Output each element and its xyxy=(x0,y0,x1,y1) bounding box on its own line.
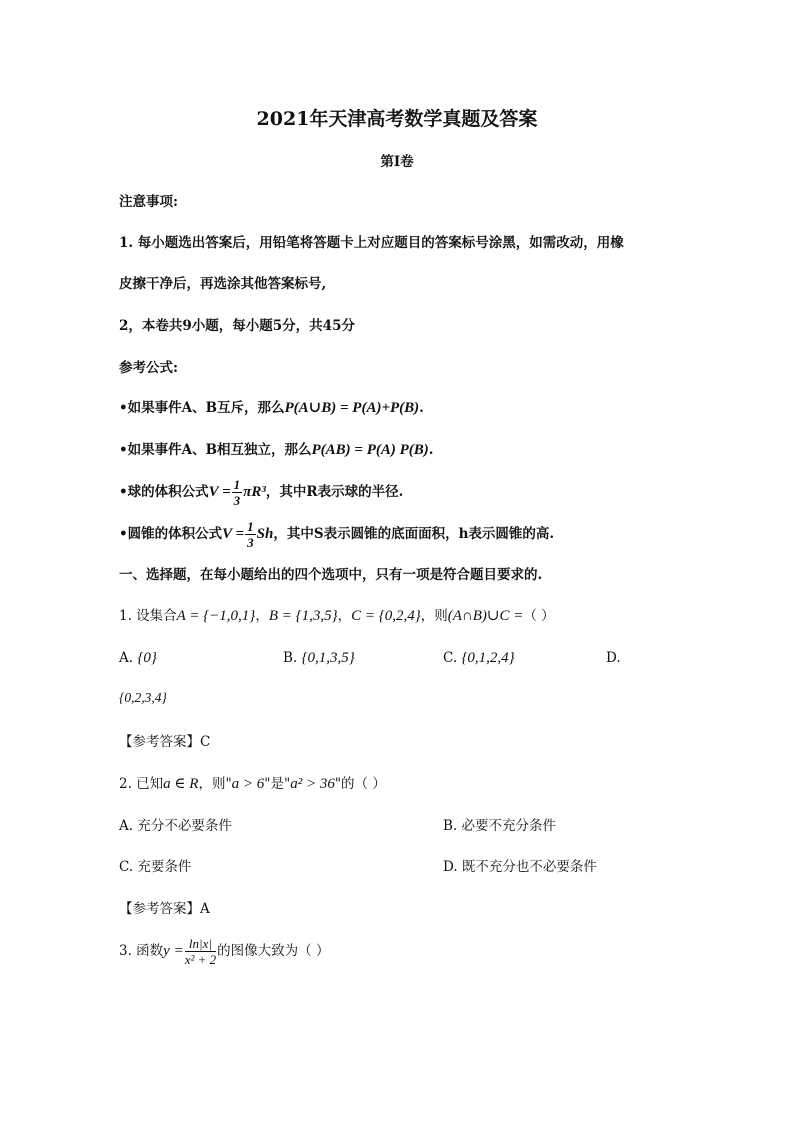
option-value: {0,1,3,5} xyxy=(301,650,355,666)
notes-item-1a: 1. 每小题选出答案后，用铅笔将答题卡上对应题目的答案标号涂黑，如需改动，用橡 xyxy=(119,235,624,251)
fraction-denominator: x² + 2 xyxy=(184,952,217,967)
q1-sep2: ， xyxy=(337,608,352,624)
q2-option-b: B. 必要不充分条件 xyxy=(443,818,557,834)
formula-cone-tail: ，其中S表示圆锥的底面面积，h表示圆锥的高. xyxy=(273,526,555,542)
q1-sep1: ， xyxy=(255,608,269,624)
formula-cone-text: •圆锥的体积公式 xyxy=(119,526,223,542)
q3-fraction xyxy=(185,936,216,967)
q2-option-d: D. 既不充分也不必要条件 xyxy=(443,859,597,875)
notes-item-2: 2，本卷共9小题，每小题5分，共45分 xyxy=(119,318,355,334)
q1-set-c: C = {0,2,4} xyxy=(351,608,421,624)
fraction-numerator: 1 xyxy=(247,519,254,534)
q2-stem-a: 2. 已知 xyxy=(119,776,164,792)
question-2-stem xyxy=(119,774,386,794)
fraction-numerator: 1 xyxy=(233,477,241,492)
q1-set-a: A = {−1,0,1} xyxy=(176,608,256,624)
formula-independent-text: •如果事件A、B相互独立，那么 xyxy=(119,442,312,458)
formula-sphere-rhs: πR³ xyxy=(243,484,266,500)
q2-condition: a ∈ R xyxy=(163,776,199,792)
q2-answer: 【参考答案】A xyxy=(119,901,210,917)
formula-sphere-tail: ，其中R表示球的半径. xyxy=(265,484,404,500)
q1-option-b xyxy=(283,648,355,668)
q1-answer: 【参考答案】C xyxy=(119,734,211,750)
q1-stem-b: ，则 xyxy=(420,608,448,624)
option-label: C. xyxy=(443,650,458,666)
formula-cone-rhs: Sh xyxy=(256,526,274,542)
q3-lhs: y = xyxy=(163,943,184,959)
fraction-numerator: ln|x| xyxy=(185,936,216,952)
formulas-heading: 参考公式: xyxy=(119,360,178,376)
option-value: {0,1,2,4} xyxy=(461,650,515,666)
notes-item-1b: 皮擦干净后，再选涂其他答案标号, xyxy=(119,276,327,292)
formula-sphere-volume xyxy=(119,477,403,508)
formula-exclusive-end: . xyxy=(419,400,424,416)
notes-heading: 注意事项: xyxy=(119,194,178,210)
formula-cone-volume xyxy=(119,519,554,550)
q1-option-d-value: {0,2,3,4} xyxy=(119,690,167,705)
section-1-heading: 一、选择题，在每小题给出的四个选项中，只有一项是符合题目要求的. xyxy=(119,567,543,583)
q2-option-c: C. 充要条件 xyxy=(119,859,192,875)
q1-option-c xyxy=(443,648,515,668)
q2-stem-c: "是" xyxy=(264,776,291,792)
formula-independent-end: . xyxy=(428,442,434,458)
q1-option-d-label: D. xyxy=(606,650,621,666)
q1-stem-c: （ ） xyxy=(523,608,555,624)
q2-stem-d: "的（ ） xyxy=(334,776,386,792)
fraction-denominator: 3 xyxy=(233,493,241,508)
q1-stem-a: 1. 设集合 xyxy=(119,608,177,624)
question-3-stem xyxy=(119,936,329,967)
formula-exclusive-math: P(A∪B) = P(A)+P(B) xyxy=(284,400,420,416)
q3-stem-a: 3. 函数 xyxy=(119,943,164,959)
formula-exclusive xyxy=(119,398,424,418)
page-title: 2021年天津高考数学真题及答案 xyxy=(256,108,538,130)
q1-set-b: B = {1,3,5} xyxy=(268,608,338,624)
q2-q: a² > 36 xyxy=(290,776,335,792)
formula-exclusive-text: •如果事件A、B互斥，那么 xyxy=(119,400,285,416)
formula-cone-fraction xyxy=(245,519,256,550)
formula-cone-lhs: V = xyxy=(222,526,245,542)
formula-independent-math: P(AB) = P(A) P(B) xyxy=(311,442,429,458)
formula-independent xyxy=(119,440,434,460)
option-label: B. xyxy=(283,650,298,666)
q2-p: a > 6 xyxy=(231,776,265,792)
fraction-denominator: 3 xyxy=(247,535,254,550)
option-label: A. xyxy=(119,650,134,666)
formula-sphere-lhs: V = xyxy=(208,484,231,500)
formula-sphere-text: •球的体积公式 xyxy=(119,484,209,500)
formula-sphere-fraction xyxy=(232,477,243,508)
option-value: {0} xyxy=(137,650,157,666)
volume-heading: 第I卷 xyxy=(380,154,414,170)
q2-option-a: A. 充分不必要条件 xyxy=(119,818,232,834)
q1-expression: (A∩B)∪C = xyxy=(447,608,524,624)
q3-stem-b: 的图像大致为（ ） xyxy=(217,943,330,959)
q2-stem-b: ，则" xyxy=(198,776,232,792)
question-1-stem xyxy=(119,606,555,626)
q1-option-a xyxy=(119,648,157,668)
